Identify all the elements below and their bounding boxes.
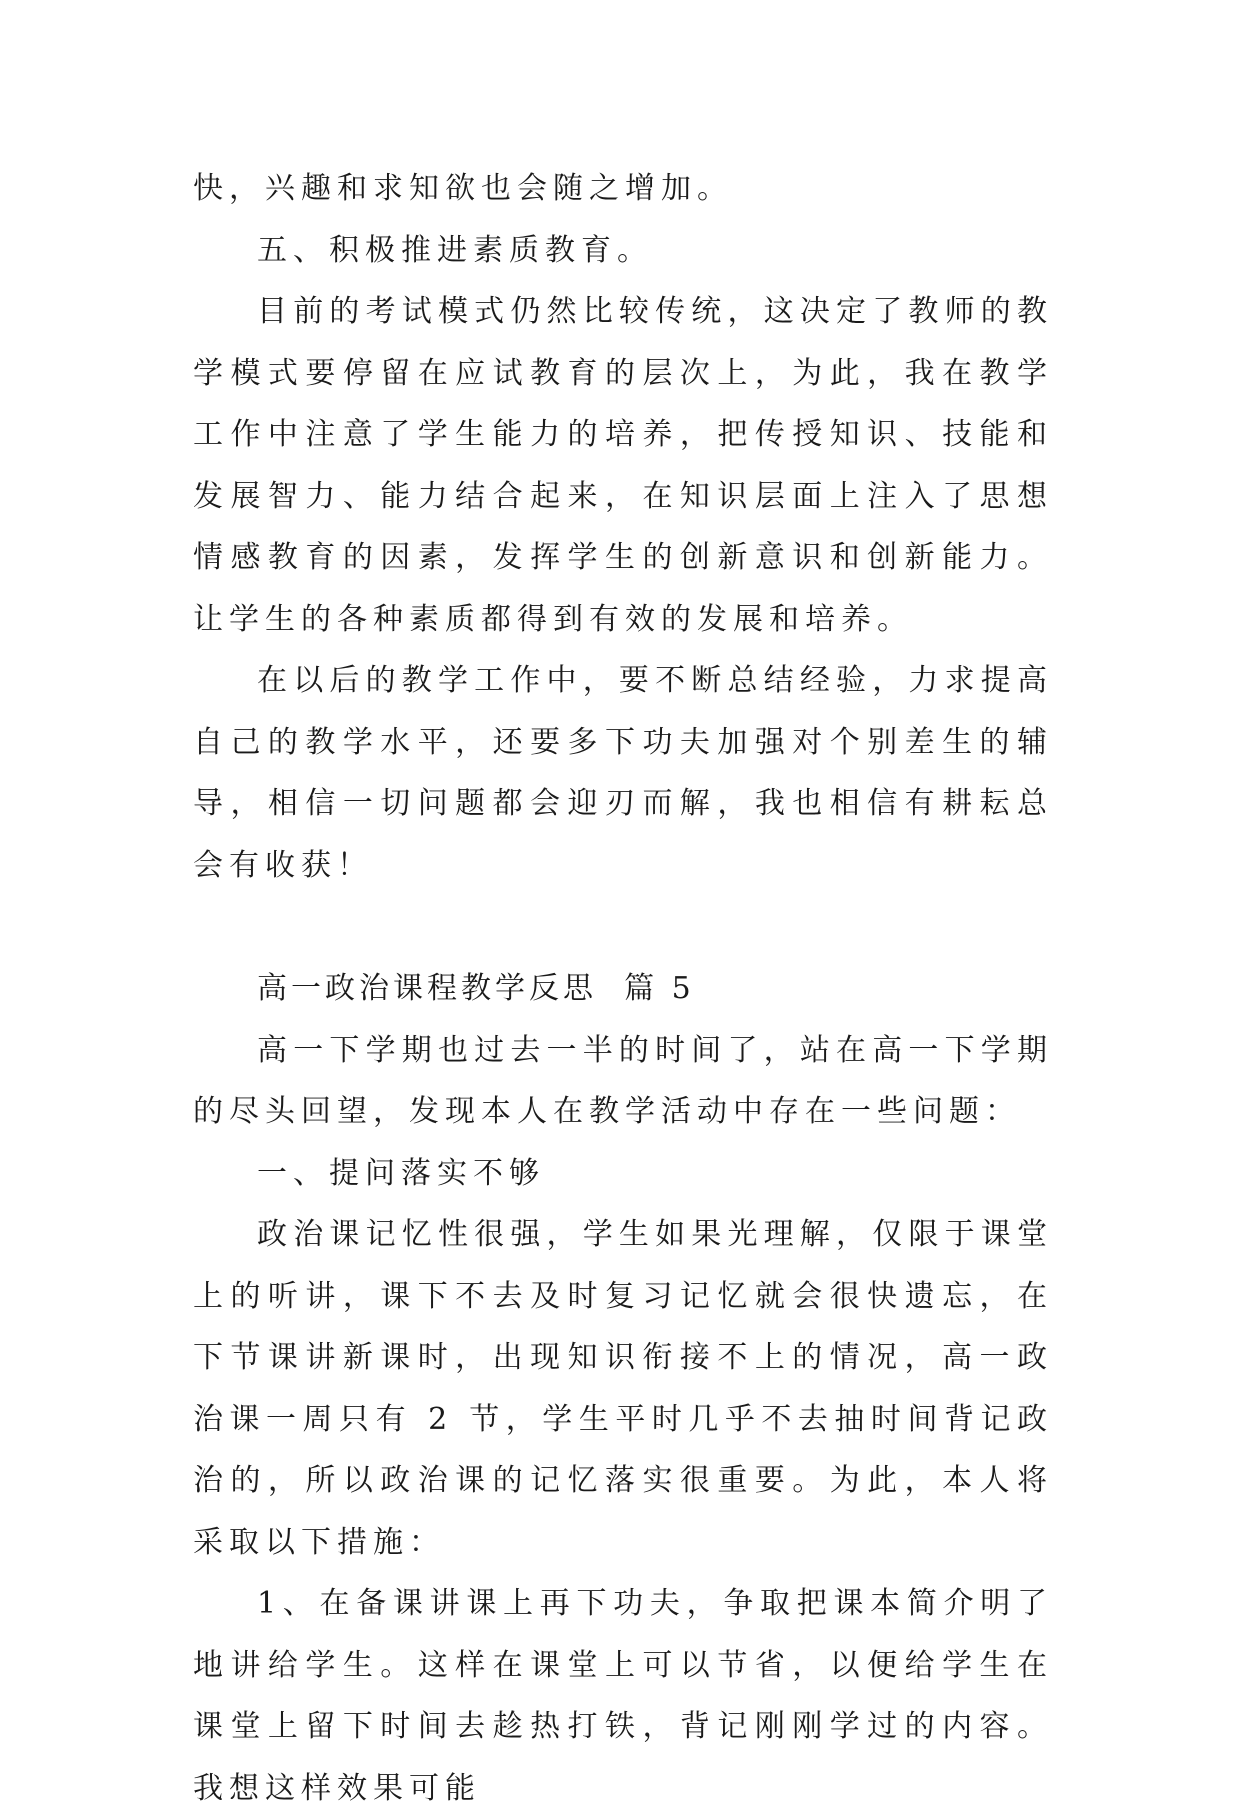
section-subheading: 一、提问落实不够: [257, 1155, 545, 1191]
paragraph: 政治课记忆性很强，学生如果光理解，仅限于课堂上的听讲，课下不去及时复习记忆就会很快遗忘，在下节课讲新课时，出现知识衔接不上的情况，高一政治课一周只有 2 节，学生平时几乎不去抽时间背记政治的，所以政治课的记忆落实很重要。为此，本人将采取以下措施：: [193, 1217, 1053, 1560]
spacer: [193, 896, 1053, 958]
paragraph: 在以后的教学工作中，要不断总结经验，力求提高自己的教学水平，还要多下功夫加强对个别差生的辅导，相信一切问题都会迎刃而解，我也相信有耕耘总会有收获！: [193, 663, 1053, 883]
section-heading: 高一政治课程教学反思 篇 5: [257, 971, 695, 1006]
section-subheading: 五、积极推进素质教育。: [257, 232, 653, 268]
document-page: [193, 158, 1053, 1819]
paragraph: 高一下学期也过去一半的时间了，站在高一下学期的尽头回望，发现本人在教学活动中存在一些问题：: [193, 1032, 1053, 1129]
paragraph: 目前的考试模式仍然比较传统，这决定了教师的教学模式要停留在应试教育的层次上，为此，我在教学工作中注意了学生能力的培养，把传授知识、技能和发展智力、能力结合起来，在知识层面上注入了思想情感教育的因素，发挥学生的创新意识和创新能力。让学生的各种素质都得到有效的发展和培养。: [193, 294, 1053, 637]
paragraph: 快，兴趣和求知欲也会随之增加。: [193, 171, 733, 206]
paragraph: 1、在备课讲课上再下功夫，争取把课本简介明了地讲给学生。这样在课堂上可以节省，以便给学生在课堂上留下时间去趁热打铁，背记刚刚学过的内容。我想这样效果可能: [193, 1586, 1053, 1806]
